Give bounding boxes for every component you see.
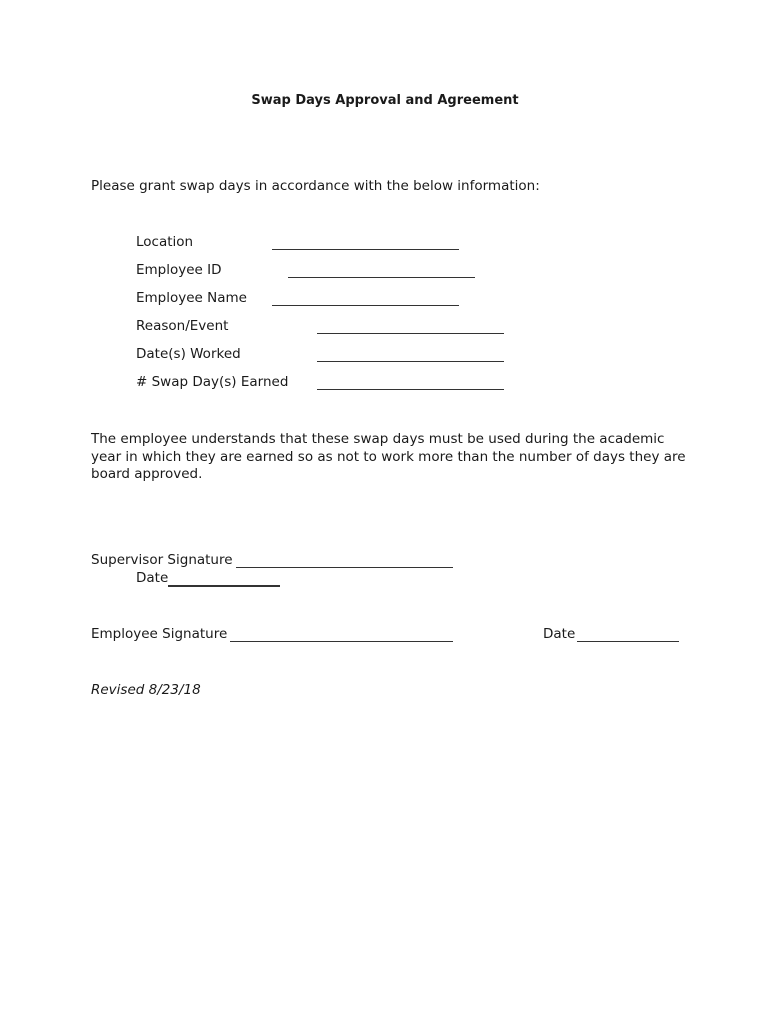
supervisor-date-field[interactable] — [168, 585, 280, 587]
revised-note: Revised 8/23/18 — [91, 682, 201, 698]
intro-text: Please grant swap days in accordance with the below information: — [91, 178, 540, 194]
agreement-text: The employee understands that these swap days must be used during the academic year in which they are earned so as not to work more than the number of days they are board approved. — [91, 431, 686, 482]
reason-event-field[interactable] — [317, 333, 504, 334]
employee-date-label: Date — [543, 626, 576, 642]
employee-signature-label: Employee Signature — [91, 626, 228, 642]
location-field[interactable] — [272, 249, 459, 250]
dates-worked-field[interactable] — [317, 361, 504, 362]
employee-name-label: Employee Name — [136, 290, 247, 306]
supervisor-signature-label: Supervisor Signature — [91, 552, 233, 568]
page-title: Swap Days Approval and Agreement — [251, 93, 519, 108]
supervisor-date-label: Date — [136, 570, 169, 586]
location-label: Location — [136, 234, 194, 250]
swap-days-earned-label: # Swap Day(s) Earned — [136, 374, 289, 390]
employee-date-field[interactable] — [577, 641, 679, 642]
supervisor-signature-field[interactable] — [236, 567, 453, 568]
employee-id-label: Employee ID — [136, 262, 222, 278]
employee-name-field[interactable] — [272, 305, 459, 306]
swap-days-earned-field[interactable] — [317, 389, 504, 390]
dates-worked-label: Date(s) Worked — [136, 346, 241, 362]
reason-event-label: Reason/Event — [136, 318, 229, 334]
employee-id-field[interactable] — [288, 277, 475, 278]
employee-signature-field[interactable] — [230, 641, 453, 642]
